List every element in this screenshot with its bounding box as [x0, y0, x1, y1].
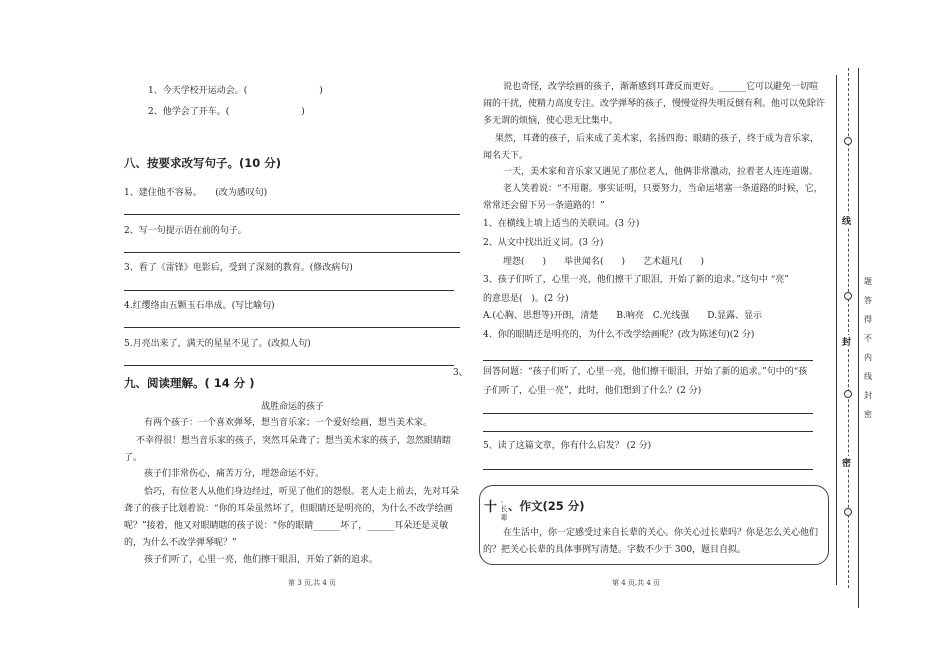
- answer-line: [483, 469, 813, 470]
- answer-line: [124, 252, 460, 253]
- composition-prompt: 在生活中，你一定感受过来自长辈的关心。你关心过长辈吗？你是怎么关心他们的？把关心长辈的具体事例写清楚。字数不少于 300，题目自拟。: [483, 528, 819, 555]
- reading-q3-options: A.(心胸、思想等)开朗，清楚 B.响亮 C.光线强 D.显露、显示: [483, 311, 763, 321]
- story-paragraph-8: 一天，美术家和音乐家又遇见了那位老人，他俩非常激动，拉着老人连连道谢。: [503, 167, 819, 177]
- reading-q1: 1、在横线上填上适当的关联词。(3 分): [483, 219, 640, 229]
- binding-hole: [844, 292, 852, 300]
- story-paragraph-4: 恰巧，有位老人从他们身边经过，听见了他们的怨恨。老人走上前去，先对耳朵聋了的孩子比划着说：“你的耳朵虽然坏了，但眼睛还是明亮的，为什么不改学绘画呢？”接着，他又对眼睛瞎的孩子说：“你的眼睛______坏了，______耳朵还是灵敏的，为什么不改学弹琴呢？”: [124, 487, 460, 548]
- reading-q2-options: 埋怨( ) 举世闻名( ) 艺术超凡( ): [503, 257, 705, 267]
- margin-warning-text: 题答得不内线封密: [864, 277, 872, 419]
- reading-q3-cont: 的意思是( )。(2 分): [483, 294, 569, 304]
- rewrite-q1: 1、建住他不容易。 (改为感叹句): [124, 188, 268, 198]
- section-8-title: 八、按要求改写句子。(10 分): [124, 156, 282, 170]
- answer-line: [483, 360, 813, 361]
- story-paragraph-1: 有两个孩子：一个喜欢弹琴，想当音乐家；一个爱好绘画，想当美术家。: [144, 418, 433, 428]
- rewrite-q2: 2、写一句提示语在前的句子。: [124, 226, 247, 236]
- margin-label-mi: 密: [842, 456, 851, 469]
- answer-line: [124, 327, 460, 328]
- story-paragraph-2: 不幸得很！想当音乐家的孩子，突然耳朵聋了；想当美术家的孩子，忽然眼睛瞎了。: [124, 436, 452, 463]
- answer-line: [483, 413, 813, 414]
- section-9-title: 九、阅读理解。( 14 分 ): [124, 376, 255, 390]
- margin-label-feng: 封: [842, 335, 851, 348]
- rewrite-q5: 5.月亮出来了，满天的星星不见了。(改拟人句): [124, 339, 311, 349]
- reading-q6: 5、读了这篇文章，你有什么启发？ (2 分): [483, 441, 652, 451]
- question-2-blank: 2、他学会了开车。( ): [148, 107, 305, 117]
- question-1-blank: 1、今天学校开运动会。( ): [148, 86, 323, 96]
- story-paragraph-3: 孩子们非常伤心，痛苦万分，埋怨命运不好。: [144, 469, 325, 479]
- reading-q4: 4、你的眼睛还是明亮的，为什么不改学绘画呢？(改为陈述句)(2 分): [483, 330, 755, 340]
- section-10-title: 、作文(25 分): [508, 499, 585, 513]
- story-paragraph-5: 孩子们听了，心里一亮，他们擦干眼泪，开始了新的追求。: [144, 555, 379, 565]
- section-10-overprint: 、长辈: [500, 496, 508, 522]
- story-paragraph-9: 老人笑着说：“不用谢。事实证明，只要努力，当命运堵塞一条道路的时候，它，常常还会留下另一条道路的！”: [483, 184, 823, 211]
- page-footer-left: 第 3 页,共 4 页: [288, 579, 337, 587]
- story-paragraph-6: 说也奇怪，改学绘画的孩子，渐渐感到耳聋反而更好。______它可以避免一切喧闹的干扰，使精力高度专注。改学弹琴的孩子，慢慢觉得失明反倒有利。他可以免除许多无谓的烦恼，使心思无比集中。: [483, 82, 826, 126]
- margin-label-xian: 线: [842, 214, 851, 227]
- binding-outer-line: [858, 68, 859, 608]
- reading-q2: 2、从文中找出近义词。(3 分): [483, 238, 604, 248]
- answer-line: [124, 365, 454, 366]
- story-paragraph-7: 果然，耳聋的孩子，后来成了美术家，名扬四海；眼睛的孩子，终于成为音乐家，闻名天下。: [483, 134, 820, 161]
- section-10-number: 十: [484, 500, 498, 515]
- reading-q5-line1: 回答问题：“孩子们听了，心里一亮，他们擦干眼泪，开始了新的追求。”句中的“孩: [483, 367, 808, 377]
- answer-line: [124, 214, 460, 215]
- binding-solid-line: [836, 75, 837, 585]
- rewrite-q4: 4.红缨络由五颗玉石串成。(写比喻句): [124, 301, 275, 311]
- binding-hole: [844, 508, 852, 516]
- reading-q5-line2: 子们听了，心里一亮”，此时，他们想到了什么？(2 分): [483, 386, 702, 396]
- stray-number: 3、: [453, 368, 468, 378]
- rewrite-q3: 3、看了《雷锋》电影后，受到了深刻的教育。(修改病句): [124, 263, 353, 273]
- reading-q3: 3、孩子们听了，心里一亮，他们擦干了眼泪，开始了新的追求。”这句中 “亮”: [483, 275, 789, 285]
- page-footer-right: 第 4 页,共 4 页: [612, 579, 661, 587]
- story-title: 战胜命运的孩子: [261, 402, 325, 412]
- answer-line: [124, 290, 454, 291]
- binding-hole: [844, 137, 852, 145]
- answer-line: [483, 431, 813, 432]
- binding-hole: [844, 390, 852, 398]
